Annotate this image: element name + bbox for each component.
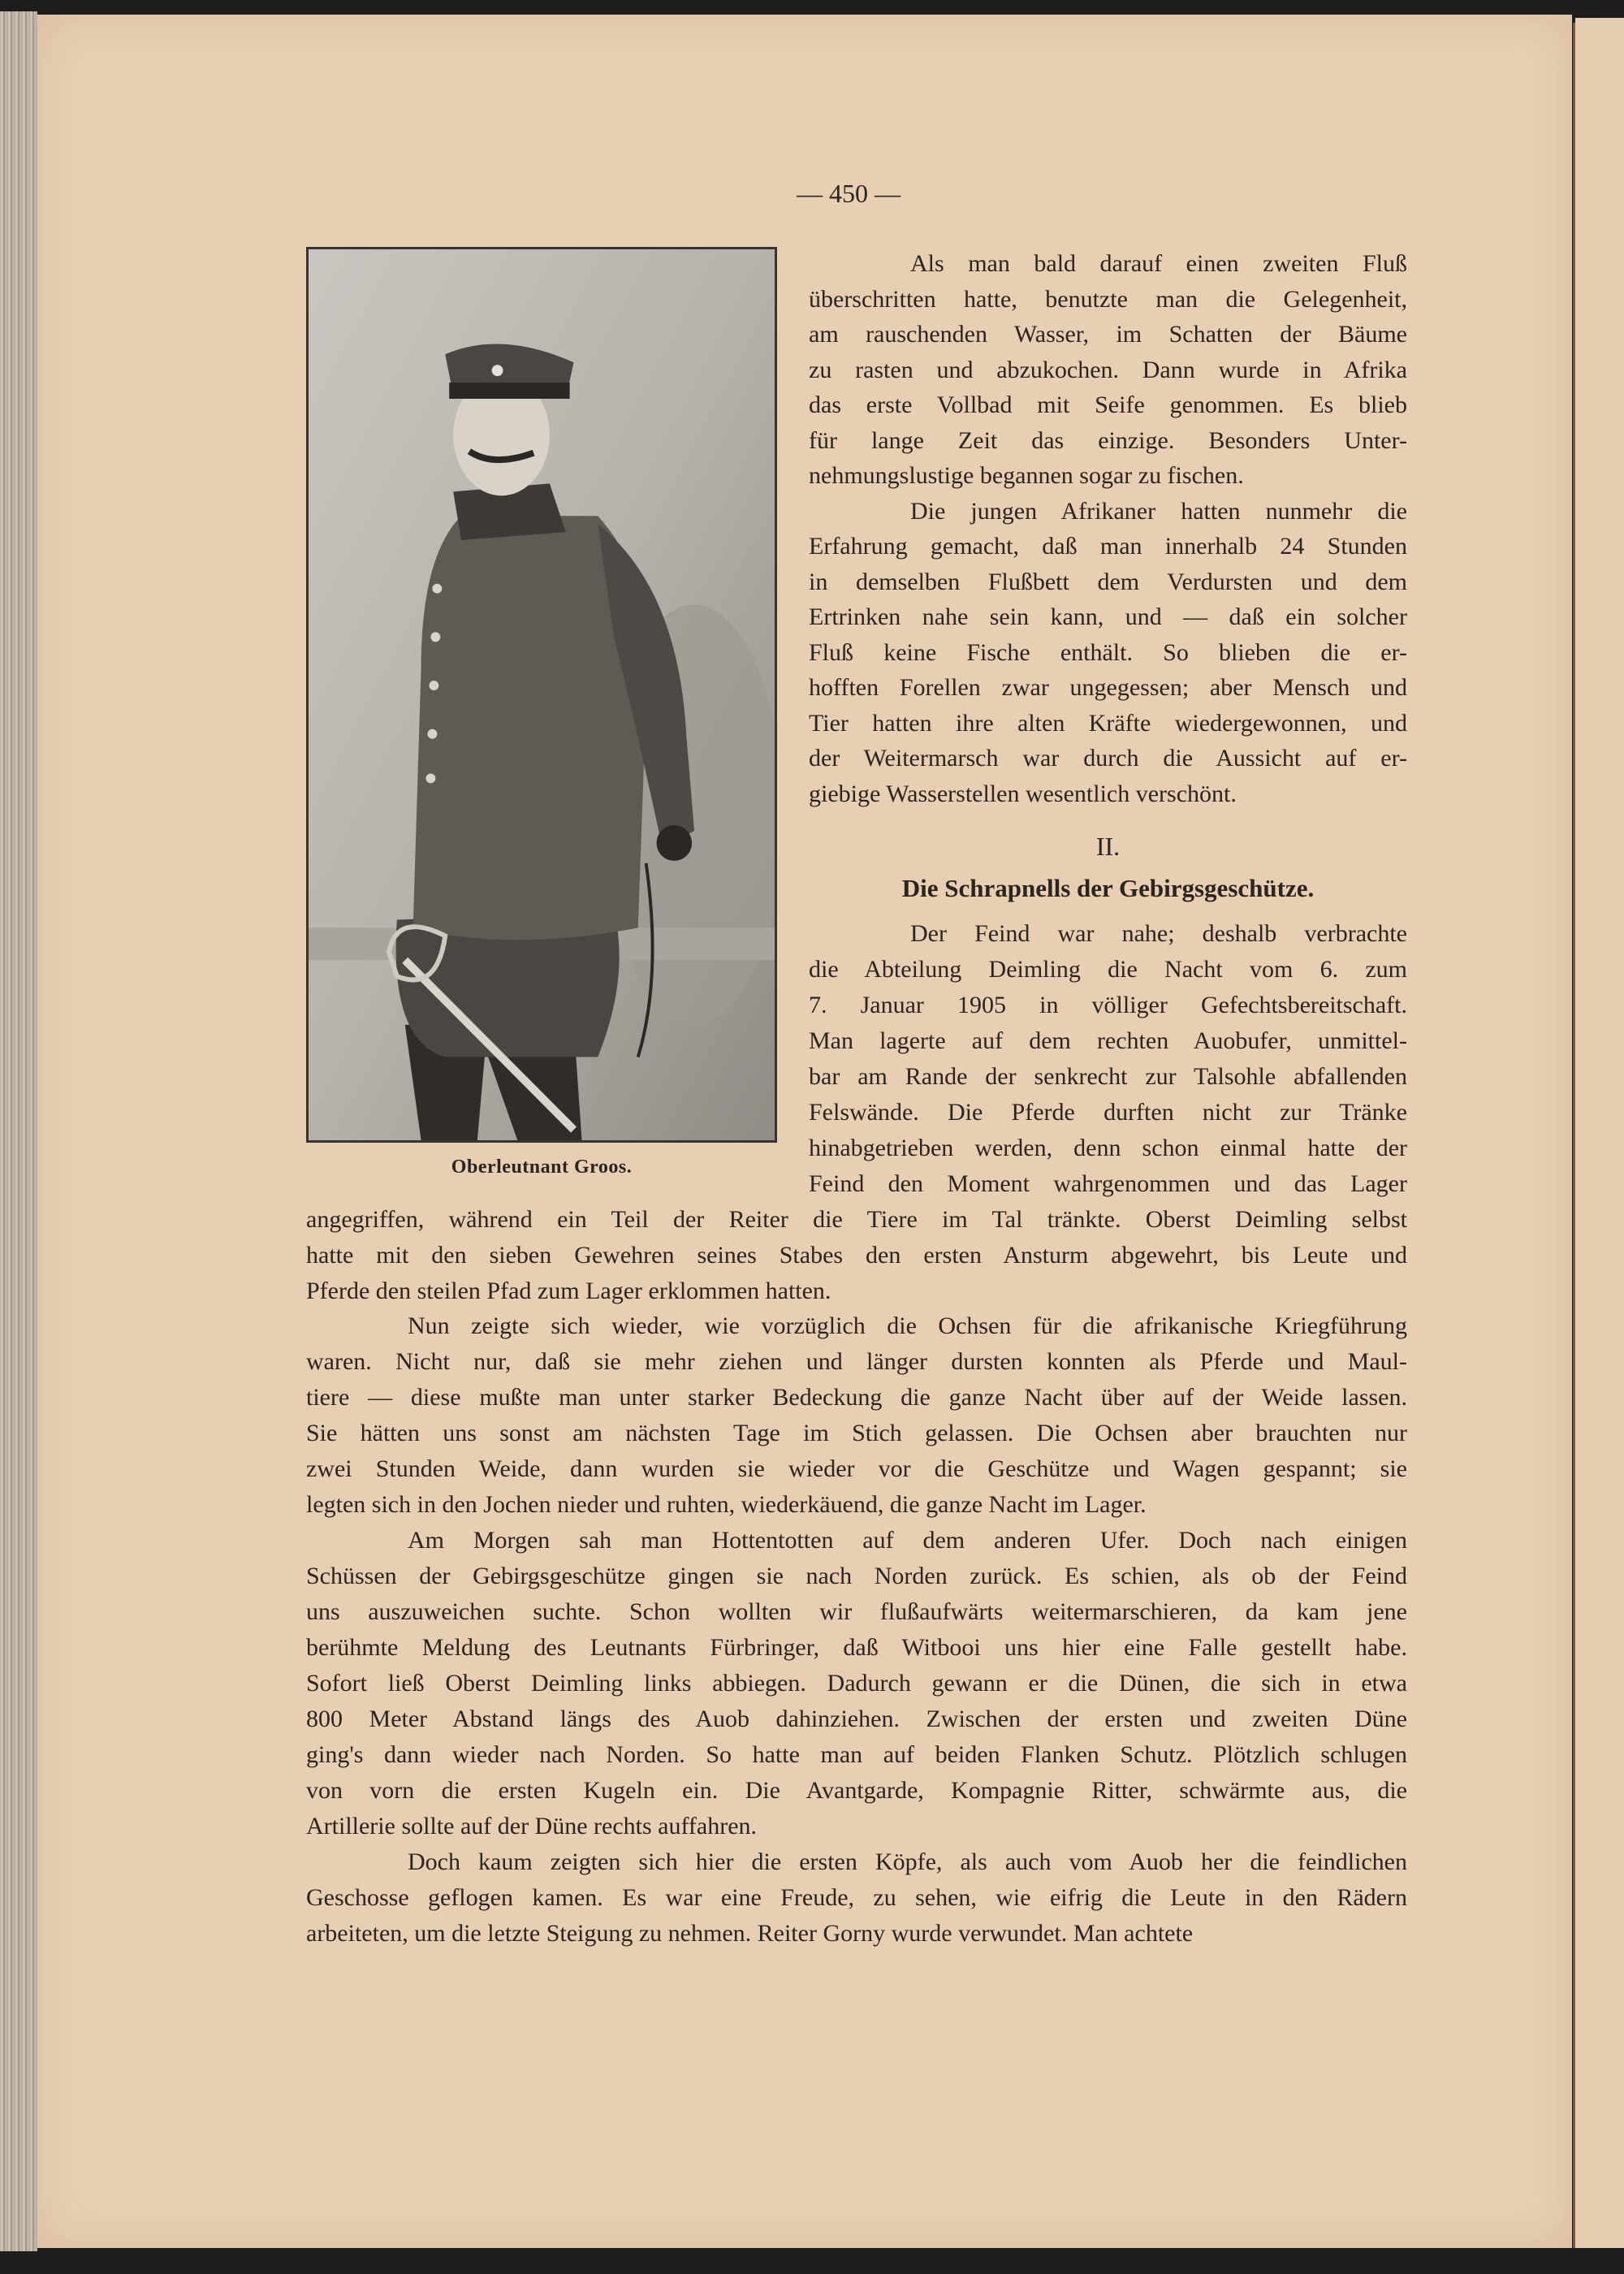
text-line: Ertrinken nahe sein kann, und — daß ein solcher (809, 603, 1407, 630)
section-title: Die Schrapnells der Gebirgsgeschütze. (901, 874, 1315, 902)
text-line: der Weitermarsch war durch die Aussicht auf er- (809, 745, 1407, 772)
text-line: waren. Nicht nur, daß sie mehr ziehen und länger dursten konnten als Pferde und Maul- (306, 1348, 1407, 1376)
text-line: Fluß keine Fische enthält. So blieben die er- (809, 638, 1407, 666)
text-line: Als man bald darauf einen zweiten Fluß (910, 250, 1407, 277)
section-number: II. (1095, 832, 1121, 861)
adjacent-page-edge (1575, 18, 1624, 2248)
text-line: die Abteilung Deimling die Nacht vom 6. zum (809, 955, 1407, 983)
text-line: Schüssen der Gebirgsgeschütze gingen sie nach Norden zurück. Es schien, als ob der Feind (306, 1563, 1407, 1590)
text-line: hofften Forellen zwar ungegessen; aber Mensch und (809, 674, 1407, 701)
text-line: Geschosse geflogen kamen. Es war eine Freude, zu sehen, wie eifrig die Leute in den Rädern (306, 1883, 1407, 1911)
text-line: Der Feind war nahe; deshalb verbrachte (910, 920, 1407, 947)
text-line: von vorn die ersten Kugeln ein. Die Avantgarde, Kompagnie Ritter, schwärmte aus, die (306, 1776, 1407, 1804)
text-line: Artillerie sollte auf der Düne rechts auffahren. (306, 1812, 758, 1840)
text-line: Nun zeigte sich wieder, wie vorzüglich die Ochsen für die afrikanische Kriegführung (408, 1312, 1407, 1340)
text-line: Feind den Moment wahrgenommen und das Lager (809, 1169, 1407, 1197)
text-line: hatte mit den sieben Gewehren seines Stabes den ersten Ansturm abgewehrt, bis Leute und (306, 1241, 1407, 1269)
text-line: Die jungen Afrikaner hatten nunmehr die (910, 497, 1407, 525)
page-number: — 450 — (797, 179, 901, 208)
text-line: zwei Stunden Weide, dann wurden sie wieder vor die Geschütze und Wagen gespannt; sie (306, 1455, 1407, 1483)
section-body-text (306, 916, 1407, 1952)
photo-caption: Oberleutnant Groos. (451, 1156, 633, 1178)
text-line: Pferde den steilen Pfad zum Lager erklommen hatten. (306, 1277, 831, 1304)
text-line: Sofort ließ Oberst Deimling links abbiegen. Dadurch gewann er die Dünen, die sich in etwa (306, 1670, 1407, 1697)
text-line: Am Morgen sah man Hottentotten auf dem anderen Ufer. Doch nach einigen (408, 1527, 1407, 1554)
text-line: Felswände. Die Pferde durften nicht zur Tränke (809, 1098, 1407, 1126)
text-line: tiere — diese mußte man unter starker Bedeckung die ganze Nacht über auf der Weide lassen. (306, 1384, 1407, 1412)
text-line: Man lagerte auf dem rechten Auobufer, unmittel- (809, 1027, 1407, 1054)
text-line: angegriffen, während ein Teil der Reiter die Tiere im Tal tränkte. Oberst Deimling selbst (306, 1205, 1407, 1233)
text-line: nehmungslustige begannen sogar zu fischen. (809, 462, 1244, 489)
text-line: hinabgetrieben werden, denn schon einmal hatte der (809, 1134, 1407, 1161)
text-line: arbeiteten, um die letzte Steigung zu nehmen. Reiter Gorny wurde verwundet. Man achtete (306, 1919, 1194, 1947)
text-line: am rauschenden Wasser, im Schatten der Bäume (809, 321, 1407, 348)
text-line: das erste Vollbad mit Seife genommen. Es blieb (809, 391, 1407, 418)
text-line: Tier hatten ihre alten Kräfte wiedergewonnen, und (809, 709, 1407, 737)
stacked-page-edges (0, 11, 37, 2251)
right-column-text (809, 246, 1407, 811)
text-line: 800 Meter Abstand längs des Auob dahinziehen. Zwischen der ersten und zweiten Düne (306, 1705, 1407, 1732)
text-line: uns auszuweichen suchte. Schon wollten wir flußaufwärts weitermarschieren, da kam jene (306, 1598, 1407, 1626)
text-line: bar am Rande der senkrecht zur Talsohle abfallenden (809, 1062, 1407, 1090)
text-line: Doch kaum zeigten sich hier die ersten Köpfe, als auch vom Auob her die feindlichen (408, 1848, 1407, 1875)
text-line: Sie hätten uns sonst am nächsten Tage im Stich gelassen. Die Ochsen aber brauchten nur (306, 1420, 1407, 1447)
text-line: ging's dann wieder nach Norden. So hatte man auf beiden Flanken Schutz. Plötzlich schlugen (306, 1740, 1407, 1768)
text-line: giebige Wasserstellen wesentlich verschönt. (809, 780, 1237, 807)
text-line: überschritten hatte, benutzte man die Gelegenheit, (809, 285, 1407, 313)
text-line: für lange Zeit das einzige. Besonders Unter- (809, 426, 1407, 454)
text-line: legten sich in den Jochen nieder und ruhten, wiederkäuend, die ganze Nacht im Lager. (306, 1491, 1147, 1519)
text-line: Erfahrung gemacht, daß man innerhalb 24 Stunden (809, 533, 1407, 560)
page-gutter (1573, 23, 1575, 2248)
text-line: zu rasten und abzukochen. Dann wurde in Afrika (809, 356, 1407, 383)
text-line: in demselben Flußbett dem Verdursten und dem (809, 568, 1407, 595)
text-line: 7. Januar 1905 in völliger Gefechtsbereitschaft. (809, 991, 1407, 1018)
text-line: berühmte Meldung des Leutnants Fürbringer, daß Witbooi uns hier eine Falle gestellt habe. (306, 1634, 1407, 1662)
